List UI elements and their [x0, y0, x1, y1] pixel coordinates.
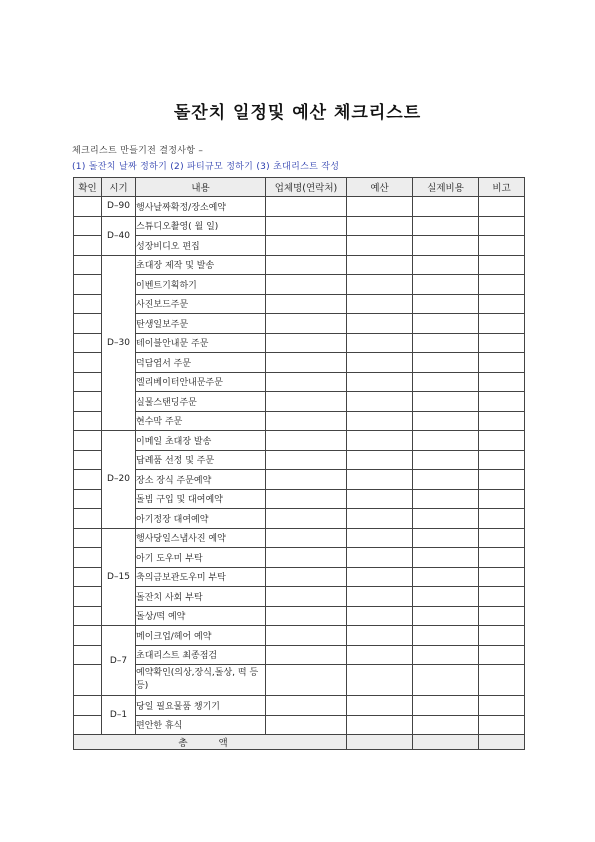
- period-cell: D–90: [102, 197, 136, 217]
- vendor-cell[interactable]: [266, 665, 347, 696]
- vendor-cell[interactable]: [266, 333, 347, 353]
- task-cell: 돌빔 구입 및 대여예약: [136, 489, 266, 509]
- actual-cost-cell[interactable]: [413, 353, 479, 373]
- budget-cell[interactable]: [347, 470, 413, 490]
- table-row: [74, 450, 525, 470]
- period-cell: D–15: [102, 528, 136, 626]
- budget-cell[interactable]: [347, 548, 413, 568]
- table-row: [74, 333, 525, 353]
- task-cell: 엘리베이터안내문주문: [136, 372, 266, 392]
- budget-cell[interactable]: [347, 431, 413, 451]
- actual-cost-cell[interactable]: [413, 489, 479, 509]
- vendor-cell[interactable]: [266, 587, 347, 607]
- check-cell[interactable]: [74, 509, 102, 529]
- vendor-cell[interactable]: [266, 411, 347, 431]
- table-row: [74, 372, 525, 392]
- actual-cost-cell[interactable]: [413, 314, 479, 334]
- task-cell: 성장비디오 편집: [136, 236, 266, 256]
- page-title: 돌잔치 일정및 예산 체크리스트: [173, 103, 422, 123]
- task-cell: 당일 필요물품 챙기기: [136, 696, 266, 716]
- check-cell[interactable]: [74, 606, 102, 626]
- total-note-cell[interactable]: [479, 735, 525, 750]
- period-cell: D–7: [102, 626, 136, 696]
- budget-cell[interactable]: [347, 665, 413, 696]
- actual-cost-cell[interactable]: [413, 372, 479, 392]
- note-cell[interactable]: [479, 255, 525, 275]
- check-cell[interactable]: [74, 470, 102, 490]
- note-cell[interactable]: [479, 353, 525, 373]
- task-cell: 실물스탠딩주문: [136, 392, 266, 412]
- vendor-cell[interactable]: [266, 236, 347, 256]
- check-cell[interactable]: [74, 696, 102, 716]
- table-row: [74, 314, 525, 334]
- table-row: [74, 197, 525, 217]
- col-header-note: 비고: [479, 178, 525, 197]
- note-cell[interactable]: [479, 470, 525, 490]
- vendor-cell[interactable]: [266, 606, 347, 626]
- col-header-period: 시기: [102, 178, 136, 197]
- task-cell: 테이블안내문 주문: [136, 333, 266, 353]
- actual-cost-cell[interactable]: [413, 696, 479, 716]
- note-cell[interactable]: [479, 431, 525, 451]
- note-cell[interactable]: [479, 372, 525, 392]
- task-cell: 스튜디오촬영( 월 일): [136, 216, 266, 236]
- task-cell: 돌잔치 사회 부탁: [136, 587, 266, 607]
- check-cell[interactable]: [74, 626, 102, 646]
- table-row: [74, 294, 525, 314]
- note-cell[interactable]: [479, 314, 525, 334]
- vendor-cell[interactable]: [266, 255, 347, 275]
- col-header-content: 내용: [136, 178, 266, 197]
- note-cell[interactable]: [479, 275, 525, 295]
- vendor-cell[interactable]: [266, 548, 347, 568]
- check-cell[interactable]: [74, 645, 102, 665]
- budget-cell[interactable]: [347, 411, 413, 431]
- note-cell[interactable]: [479, 528, 525, 548]
- budget-cell[interactable]: [347, 392, 413, 412]
- note-cell[interactable]: [479, 450, 525, 470]
- budget-cell[interactable]: [347, 450, 413, 470]
- actual-cost-cell[interactable]: [413, 665, 479, 696]
- actual-cost-cell[interactable]: [413, 294, 479, 314]
- budget-cell[interactable]: [347, 216, 413, 236]
- check-cell[interactable]: [74, 528, 102, 548]
- check-cell[interactable]: [74, 665, 102, 696]
- check-cell[interactable]: [74, 715, 102, 735]
- table-row: [74, 567, 525, 587]
- task-cell: 메이크업/헤어 예약: [136, 626, 266, 646]
- check-cell[interactable]: [74, 294, 102, 314]
- actual-cost-cell[interactable]: [413, 606, 479, 626]
- budget-cell[interactable]: [347, 353, 413, 373]
- note-cell[interactable]: [479, 665, 525, 696]
- budget-cell[interactable]: [347, 587, 413, 607]
- checklist-body: [74, 197, 525, 735]
- table-row: [74, 548, 525, 568]
- check-cell[interactable]: [74, 431, 102, 451]
- header-row: [74, 178, 525, 197]
- actual-cost-cell[interactable]: [413, 392, 479, 412]
- budget-cell[interactable]: [347, 626, 413, 646]
- vendor-cell[interactable]: [266, 353, 347, 373]
- total-label: 총 액: [74, 735, 347, 750]
- vendor-cell[interactable]: [266, 392, 347, 412]
- task-cell: 초대장 제작 및 발송: [136, 255, 266, 275]
- col-header-check: 확인: [74, 178, 102, 197]
- table-row: [74, 509, 525, 529]
- period-cell: D–40: [102, 216, 136, 255]
- vendor-cell[interactable]: [266, 431, 347, 451]
- table-row: [74, 715, 525, 735]
- task-cell: 탄생일보주문: [136, 314, 266, 334]
- task-cell: 현수막 주문: [136, 411, 266, 431]
- table-row: [74, 392, 525, 412]
- period-cell: D–20: [102, 431, 136, 529]
- table-row: [74, 489, 525, 509]
- actual-cost-cell[interactable]: [413, 509, 479, 529]
- budget-cell[interactable]: [347, 696, 413, 716]
- budget-cell[interactable]: [347, 372, 413, 392]
- vendor-cell[interactable]: [266, 372, 347, 392]
- table-row: [74, 696, 525, 716]
- note-cell[interactable]: [479, 294, 525, 314]
- actual-cost-cell[interactable]: [413, 548, 479, 568]
- vendor-cell[interactable]: [266, 275, 347, 295]
- intro-decisions-list: (1) 돌잔치 날짜 정하기 (2) 파티규모 정하기 (3) 초대리스트 작성: [72, 162, 340, 172]
- budget-cell[interactable]: [347, 236, 413, 256]
- task-cell: 아기 도우미 부탁: [136, 548, 266, 568]
- vendor-cell[interactable]: [266, 528, 347, 548]
- task-cell: 행사당일스냅사진 예약: [136, 528, 266, 548]
- vendor-cell[interactable]: [266, 470, 347, 490]
- intro-decisions-label: 체크리스트 만들기전 결정사항 –: [72, 146, 204, 156]
- budget-cell[interactable]: [347, 509, 413, 529]
- note-cell[interactable]: [479, 548, 525, 568]
- note-cell[interactable]: [479, 567, 525, 587]
- check-cell[interactable]: [74, 236, 102, 256]
- task-cell: 돌상/떡 예약: [136, 606, 266, 626]
- task-cell: 아기정장 대여예약: [136, 509, 266, 529]
- actual-cost-cell[interactable]: [413, 715, 479, 735]
- budget-cell[interactable]: [347, 567, 413, 587]
- actual-cost-cell[interactable]: [413, 567, 479, 587]
- note-cell[interactable]: [479, 333, 525, 353]
- table-row: [74, 411, 525, 431]
- check-cell[interactable]: [74, 333, 102, 353]
- check-cell[interactable]: [74, 216, 102, 236]
- note-cell[interactable]: [479, 715, 525, 735]
- note-cell[interactable]: [479, 587, 525, 607]
- vendor-cell[interactable]: [266, 715, 347, 735]
- vendor-cell[interactable]: [266, 314, 347, 334]
- note-cell[interactable]: [479, 606, 525, 626]
- task-cell: 축의금보관도우미 부탁: [136, 567, 266, 587]
- task-cell: 편안한 휴식: [136, 715, 266, 735]
- table-row: [74, 431, 525, 451]
- vendor-cell[interactable]: [266, 626, 347, 646]
- actual-cost-cell[interactable]: [413, 431, 479, 451]
- check-cell[interactable]: [74, 450, 102, 470]
- budget-cell[interactable]: [347, 255, 413, 275]
- note-cell[interactable]: [479, 216, 525, 236]
- check-cell[interactable]: [74, 372, 102, 392]
- budget-cell[interactable]: [347, 333, 413, 353]
- table-row: [74, 665, 525, 696]
- check-cell[interactable]: [74, 314, 102, 334]
- vendor-cell[interactable]: [266, 567, 347, 587]
- table-row: [74, 255, 525, 275]
- note-cell[interactable]: [479, 696, 525, 716]
- budget-cell[interactable]: [347, 645, 413, 665]
- note-cell[interactable]: [479, 626, 525, 646]
- col-header-budget: 예산: [347, 178, 413, 197]
- note-cell[interactable]: [479, 392, 525, 412]
- task-cell: 예약확인(의상,장식,돌상, 떡 등등): [136, 665, 266, 696]
- budget-cell[interactable]: [347, 275, 413, 295]
- period-cell: D–1: [102, 696, 136, 735]
- table-row: [74, 645, 525, 665]
- actual-cost-cell[interactable]: [413, 626, 479, 646]
- check-cell[interactable]: [74, 353, 102, 373]
- checklist-table: [73, 177, 525, 750]
- period-cell: D–30: [102, 255, 136, 431]
- col-header-actual-cost: 실제비용: [413, 178, 479, 197]
- actual-cost-cell[interactable]: [413, 197, 479, 217]
- total-row: [74, 735, 525, 750]
- note-cell[interactable]: [479, 197, 525, 217]
- vendor-cell[interactable]: [266, 216, 347, 236]
- budget-cell[interactable]: [347, 294, 413, 314]
- table-row: [74, 606, 525, 626]
- task-cell: 장소 장식 주문예약: [136, 470, 266, 490]
- note-cell[interactable]: [479, 489, 525, 509]
- actual-cost-cell[interactable]: [413, 587, 479, 607]
- check-cell[interactable]: [74, 548, 102, 568]
- budget-cell[interactable]: [347, 528, 413, 548]
- actual-cost-cell[interactable]: [413, 411, 479, 431]
- task-cell: 답례품 선정 및 주문: [136, 450, 266, 470]
- col-header-vendor: 업체명(연락처): [266, 178, 347, 197]
- vendor-cell[interactable]: [266, 489, 347, 509]
- actual-cost-cell[interactable]: [413, 216, 479, 236]
- budget-cell[interactable]: [347, 606, 413, 626]
- task-cell: 행사날짜확정/장소예약: [136, 197, 266, 217]
- vendor-cell[interactable]: [266, 696, 347, 716]
- actual-cost-cell[interactable]: [413, 528, 479, 548]
- table-row: [74, 470, 525, 490]
- check-cell[interactable]: [74, 411, 102, 431]
- task-cell: 사진보드주문: [136, 294, 266, 314]
- actual-cost-cell[interactable]: [413, 470, 479, 490]
- vendor-cell[interactable]: [266, 450, 347, 470]
- budget-cell[interactable]: [347, 197, 413, 217]
- actual-cost-cell[interactable]: [413, 255, 479, 275]
- vendor-cell[interactable]: [266, 509, 347, 529]
- task-cell: 초대리스트 최종점검: [136, 645, 266, 665]
- actual-cost-cell[interactable]: [413, 236, 479, 256]
- check-cell[interactable]: [74, 197, 102, 217]
- note-cell[interactable]: [479, 236, 525, 256]
- table-row: [74, 353, 525, 373]
- budget-cell[interactable]: [347, 489, 413, 509]
- check-cell[interactable]: [74, 489, 102, 509]
- task-cell: 이벤트기획하기: [136, 275, 266, 295]
- check-cell[interactable]: [74, 255, 102, 275]
- vendor-cell[interactable]: [266, 294, 347, 314]
- note-cell[interactable]: [479, 509, 525, 529]
- table-row: [74, 528, 525, 548]
- actual-cost-cell[interactable]: [413, 645, 479, 665]
- task-cell: 이메일 초대장 발송: [136, 431, 266, 451]
- table-row: [74, 236, 525, 256]
- note-cell[interactable]: [479, 645, 525, 665]
- table-row: [74, 626, 525, 646]
- actual-cost-cell[interactable]: [413, 275, 479, 295]
- check-cell[interactable]: [74, 587, 102, 607]
- total-actual-cell[interactable]: [413, 735, 479, 750]
- table-row: [74, 275, 525, 295]
- actual-cost-cell[interactable]: [413, 333, 479, 353]
- vendor-cell[interactable]: [266, 645, 347, 665]
- check-cell[interactable]: [74, 567, 102, 587]
- check-cell[interactable]: [74, 275, 102, 295]
- total-budget-cell[interactable]: [347, 735, 413, 750]
- note-cell[interactable]: [479, 411, 525, 431]
- vendor-cell[interactable]: [266, 197, 347, 217]
- check-cell[interactable]: [74, 392, 102, 412]
- actual-cost-cell[interactable]: [413, 450, 479, 470]
- table-row: [74, 216, 525, 236]
- task-cell: 덕담엽서 주문: [136, 353, 266, 373]
- table-row: [74, 587, 525, 607]
- budget-cell[interactable]: [347, 314, 413, 334]
- budget-cell[interactable]: [347, 715, 413, 735]
